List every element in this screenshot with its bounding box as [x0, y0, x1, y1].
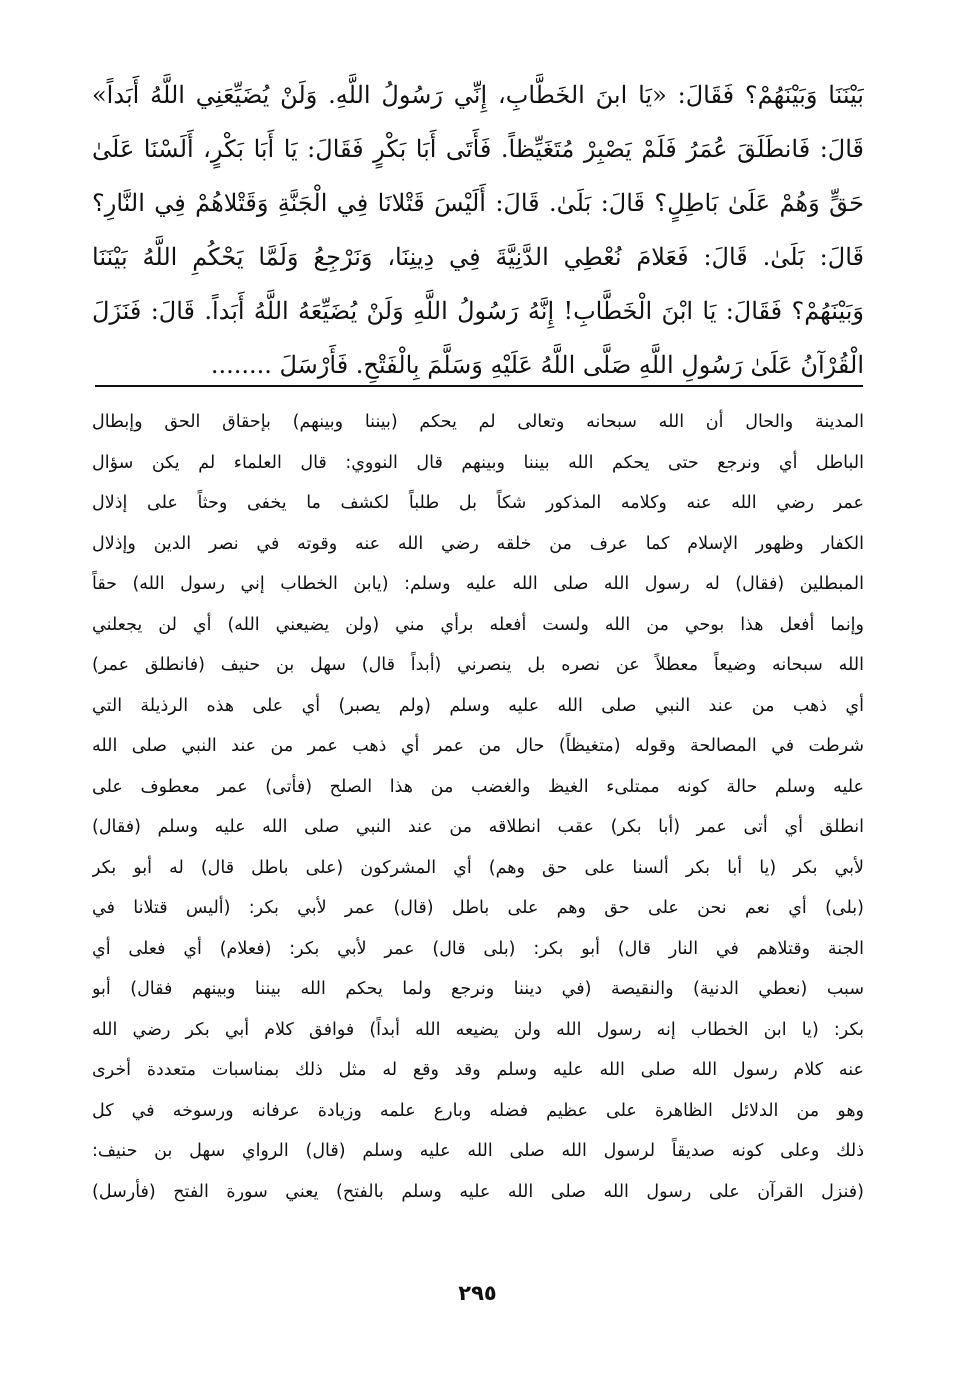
commentary-line: لأبي بكر (يا أبا بكر ألسنا على حق وهم) أي المشركون (على باطل قال) له أبو بكر: [92, 857, 864, 878]
commentary-line: الكفار وظهور الإسلام كما عرف من خلقه رضي الله عنه وقوته في نصر الدين وإذلال: [92, 533, 864, 554]
page-number: ٢٩٥: [458, 1281, 497, 1305]
commentary-text: [92, 402, 864, 1212]
section-divider: [95, 385, 863, 387]
hadith-line: قَالَ: فَانطَلَقَ عُمَرُ فَلَمْ يَصْبِرْ مُتَغَيِّظاً. فَأَتَى أَبَا بَكْرٍ فَقَالَ: يَا أَبَا بَكْرٍ، أَلَسْنَا عَلَىٰ: [92, 135, 864, 163]
commentary-line: المدينة والحال أن الله سبحانه وتعالى لم يحكم (بيننا وبينهم) بإحقاق الحق وإبطال: [92, 412, 864, 432]
commentary-line: (بلى) أي نعم نحن على حق وهم على باطل (قال) عمر لأبي بكر: (أليس قتلانا في: [92, 898, 864, 918]
commentary-line: الله سبحانه وضيعاً معطلاً عن نصره بل ينصرني (أبداً قال) سهل بن حنيف (فانطلق عمر): [92, 655, 864, 675]
commentary-line: (فنزل القرآن على رسول الله صلى الله عليه وسلم بالفتح) يعني سورة الفتح (فأرسل): [92, 1181, 864, 1202]
commentary-line: بكر: (يا ابن الخطاب إنه رسول الله ولن يضيعه الله أبداً) فوافق كلام أبي بكر رضي الله: [92, 1019, 864, 1040]
commentary-line: المبطلين (فقال) له رسول الله صلى الله عليه وسلم: (يابن الخطاب إني رسول الله) حقاً: [92, 574, 864, 594]
commentary-line: الجنة وقتلاهم في النار قال) أبو بكر: (بلى قال) عمر لأبي بكر: (فعلام) أي فعلى أي: [92, 938, 864, 959]
commentary-line: عنه كلام رسول الله صلى الله عليه وسلم وقد وقع له مثل ذلك بمناسبات متعددة أخرى: [92, 1060, 864, 1080]
commentary-line: عليه وسلم حالة كونه ممتلىء الغيظ والغضب من هذا الصلح (فأتى) عمر معطوف على: [92, 776, 864, 797]
hadith-line: حَقٍّ وَهُمْ عَلَىٰ بَاطِلٍ؟ قَالَ: بَلَىٰ. قَالَ: أَلَيْسَ قَتْلانَا فِي الْجَنَّةِ وَقَتْلاهُمْ فِي النَّارِ؟: [92, 189, 864, 217]
commentary-line: سبب (نعطي الدنية) والنقيصة (في ديننا ونرجع ولما يحكم الله بيننا وبينهم فقال) أبو: [92, 979, 864, 999]
commentary-line: انطلق أي أتى عمر (أبا بكر) عقب انطلاقه من عند النبي صلى الله عليه وسلم (فقال): [92, 817, 864, 837]
commentary-line: شرطت في المصالحة وقوله (متغيظاً) حال من عمر أي ذهب عمر من عند النبي صلى الله: [92, 736, 864, 756]
commentary-line: ذلك وعلى كونه صديقاً لرسول الله صلى الله عليه وسلم (قال) الرواي سهل بن حنيف:: [92, 1141, 864, 1161]
commentary-line: وهو من الدلائل الظاهرة على عظيم فضله وبارع علمه وزيادة عرفانه ورسوخه في كل: [92, 1100, 864, 1121]
commentary-line: الباطل أي ونرجع حتى يحكم الله بيننا وبينهم قال النووي: قال العلماء لم يكن سؤال: [92, 452, 864, 473]
commentary-line: أي ذهب من عند النبي صلى الله عليه وسلم (ولم يصبر) أي على هذه الرذيلة التي: [92, 695, 864, 716]
commentary-line: عمر رضي الله عنه وكلامه المذكور شكاً بل طلباً لكشف ما يخفى وحثاً على إذلال: [92, 493, 864, 513]
hadith-line: الْقُرْآنُ عَلَىٰ رَسُولِ اللَّهِ صَلَّى اللَّهُ عَلَيْهِ وَسَلَّمَ بِالْفَتْحِ. فَأَرْسَلَ ........: [210, 351, 864, 379]
hadith-line: بَيْنَنَا وَبَيْنَهُمْ؟ فَقَالَ: «يَا ابنَ الخَطَّابِ، إِنِّي رَسُولُ اللَّهِ. وَلَنْ يُضَيِّعَنِي اللَّهُ أَبَداً»: [92, 81, 864, 109]
hadith-text: [92, 68, 864, 392]
hadith-line: وَبَيْنَهُمْ؟ فَقَالَ: يَا ابْنَ الْخَطَّابِ! إِنَّهُ رَسُولُ اللَّهِ وَلَنْ يُضَيِّعَهُ اللَّهُ أَبَداً. قَالَ: فَنَزَلَ: [92, 297, 864, 325]
commentary-line: وإنما أفعل هذا بوحي من الله ولست أفعله برأي مني (ولن يضيعني الله) أي لن يجعلني: [92, 614, 864, 635]
hadith-line: قَالَ: بَلَىٰ. قَالَ: فَعَلامَ نُعْطِي الدَّنِيَّةَ فِي دِينِنَا، وَنَرْجِعُ وَلَمَّا يَحْكُمِ اللَّهُ بَيْنَنَا: [92, 243, 864, 271]
